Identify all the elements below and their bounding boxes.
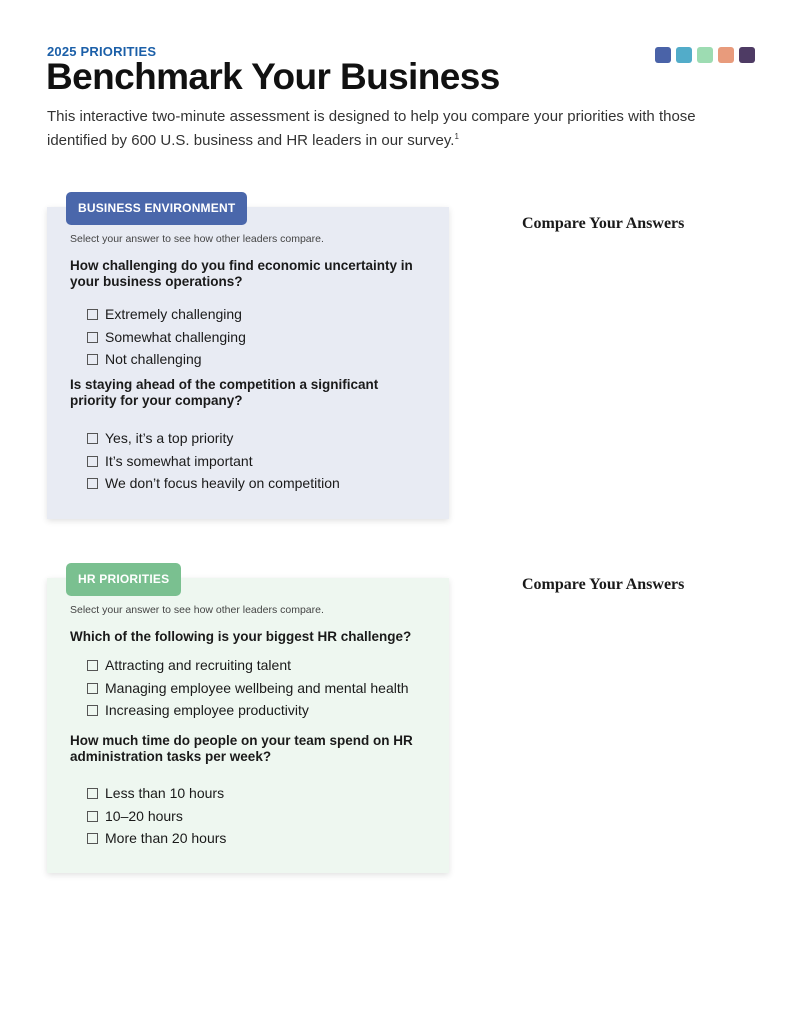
option-extremely-challenging[interactable] [87, 306, 242, 322]
checkbox[interactable] [87, 433, 98, 444]
option-label: Increasing employee productivity [105, 702, 309, 718]
option-somewhat-important[interactable] [87, 453, 253, 469]
intro-text: This interactive two-minute assessment is designed to help you compare your priorities with those identified by 600 U.S. business and HR leaders in our survey. [47, 108, 696, 149]
option-10-20-hours[interactable] [87, 808, 183, 824]
option-employee-wellbeing[interactable] [87, 680, 409, 696]
option-not-challenging[interactable] [87, 351, 202, 367]
option-less-than-10-hours[interactable] [87, 785, 224, 801]
hr-priorities-card [47, 572, 449, 873]
checkbox[interactable] [87, 309, 98, 320]
swatch-peach [718, 47, 734, 63]
eyebrow-label: 2025 PRIORITIES [47, 44, 157, 59]
option-more-than-20-hours[interactable] [87, 830, 226, 846]
hr-priorities-tag: HR PRIORITIES [66, 563, 181, 596]
option-no-competition-focus[interactable] [87, 475, 340, 491]
question-economic-uncertainty: How challenging do you find economic uncertainty in your business operations? [70, 258, 413, 289]
checkbox[interactable] [87, 833, 98, 844]
option-somewhat-challenging[interactable] [87, 329, 246, 345]
question-biggest-hr-challenge: Which of the following is your biggest HR challenge? [70, 629, 412, 644]
intro-paragraph [47, 107, 757, 151]
option-label: Not challenging [105, 351, 202, 367]
question-hr-admin-time: How much time do people on your team spend on HR administration tasks per week? [70, 733, 413, 764]
question-competition-priority: Is staying ahead of the competition a significant priority for your company? [70, 377, 379, 408]
checkbox[interactable] [87, 788, 98, 799]
footnote-marker: 1 [454, 132, 459, 141]
business-hint: Select your answer to see how other leaders compare. [70, 233, 324, 245]
compare-answers-heading-business: Compare Your Answers [522, 215, 685, 232]
checkbox[interactable] [87, 354, 98, 365]
color-swatch-bar [655, 47, 755, 63]
option-label: Attracting and recruiting talent [105, 657, 291, 673]
option-attracting-talent[interactable] [87, 657, 291, 673]
option-label: More than 20 hours [105, 830, 227, 846]
checkbox[interactable] [87, 660, 98, 671]
option-label: It’s somewhat important [105, 453, 253, 469]
option-label: Extremely challenging [105, 306, 242, 322]
option-label: Less than 10 hours [105, 785, 225, 801]
swatch-purple [739, 47, 755, 63]
business-environment-card [47, 201, 449, 519]
checkbox[interactable] [87, 332, 98, 343]
swatch-teal [676, 47, 692, 63]
option-label: Managing employee wellbeing and mental health [105, 680, 409, 696]
checkbox[interactable] [87, 811, 98, 822]
swatch-mint [697, 47, 713, 63]
compare-answers-heading-hr: Compare Your Answers [522, 576, 685, 593]
option-top-priority[interactable] [87, 430, 233, 446]
checkbox[interactable] [87, 456, 98, 467]
swatch-blue [655, 47, 671, 63]
checkbox[interactable] [87, 705, 98, 716]
option-label: We don’t focus heavily on competition [105, 475, 340, 491]
option-label: 10–20 hours [105, 808, 183, 824]
page-title: Benchmark Your Business [46, 56, 500, 97]
checkbox[interactable] [87, 683, 98, 694]
checkbox[interactable] [87, 478, 98, 489]
option-employee-productivity[interactable] [87, 702, 309, 718]
business-environment-tag: BUSINESS ENVIRONMENT [66, 192, 247, 225]
option-label: Yes, it’s a top priority [105, 430, 234, 446]
option-label: Somewhat challenging [105, 329, 246, 345]
hr-hint: Select your answer to see how other leaders compare. [70, 604, 324, 616]
